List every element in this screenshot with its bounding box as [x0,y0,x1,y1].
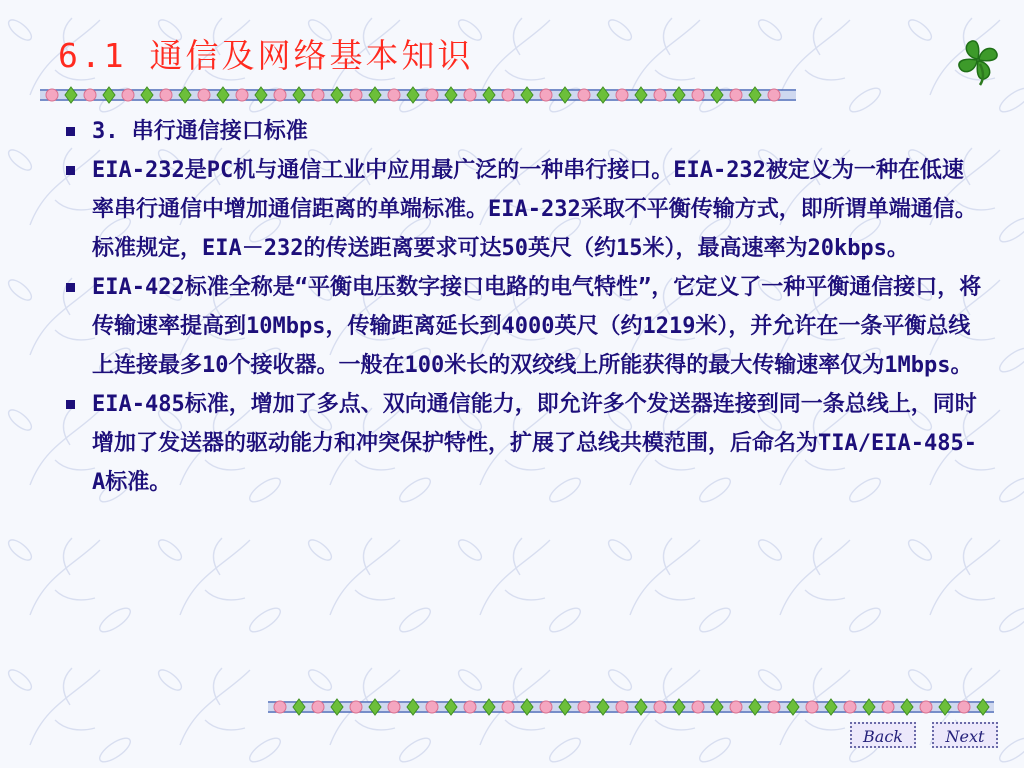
ribbon-flower [388,89,400,101]
ribbon-flower [122,89,134,101]
back-button[interactable]: Back [850,722,916,748]
ribbon-flower [578,89,590,101]
bullet-text-eia-485: EIA-485标准，增加了多点、双向通信能力，即允许多个发送器连接到同一条总线上，同时增加了发送器的驱动能力和冲突保护特性，扩展了总线共模范围，后命名为TIA/EIA-485-A标准。 [92,392,977,495]
bullet-text-heading: 3. 串行通信接口标准 [92,119,308,144]
list-item [62,268,982,385]
ribbon-flower [578,701,590,713]
ribbon-flower [160,89,172,101]
ribbon-flower [958,701,970,713]
ribbon-flower [312,89,324,101]
ribbon-flower [806,701,818,713]
ribbon-flower [236,89,248,101]
square-bullet-icon [66,400,75,409]
ribbon-flower [274,89,286,101]
ribbon-flower [730,701,742,713]
ribbon-flower [920,701,932,713]
ribbon-flower [426,701,438,713]
ribbon-flower [46,89,58,101]
ribbon-flower [198,89,210,101]
ribbon-flower [692,701,704,713]
square-bullet-icon [66,283,75,292]
list-item [62,151,982,268]
ribbon-flower [502,701,514,713]
ribbon-flower [768,701,780,713]
four-leaf-clover-icon [950,32,1006,88]
list-item [62,112,982,151]
ribbon-flower [464,89,476,101]
ribbon-flower [350,89,362,101]
ribbon-flower [350,701,362,713]
decorative-ribbon-bottom [268,696,994,718]
bullet-text-eia-422: EIA-422标准全称是“平衡电压数字接口电路的电气特性”，它定义了一种平衡通信接口，将传输速率提高到10Mbps，传输距离延长到4000英尺（约1219米），并允许在一条平衡总线上连接最多10个接收器。一般在100米长的双绞线上所能获得的最大传输速率仅为1Mbps。 [92,275,982,378]
ribbon-flower [616,89,628,101]
ribbon-flower [540,701,552,713]
ribbon-flower [654,89,666,101]
ribbon-flower [730,89,742,101]
ribbon-flower [768,89,780,101]
next-button[interactable]: Next [932,722,998,748]
ribbon-flower [464,701,476,713]
ribbon-flower [502,89,514,101]
bullet-text-eia-232: EIA-232是PC机与通信工业中应用最广泛的一种串行接口。EIA-232被定义为一种在低速率串行通信中增加通信距离的单端标准。EIA-232采取不平衡传输方式，即所谓单端通信。标准规定，EIA－232的传送距离要求可达50英尺（约15米），最高速率为20kbps。 [92,158,977,261]
ribbon-flower [692,89,704,101]
ribbon-flower [540,89,552,101]
square-bullet-icon [66,127,75,136]
content-area [62,112,982,502]
list-item [62,385,982,502]
ribbon-flower [312,701,324,713]
ribbon-flower [274,701,286,713]
ribbon-flower [882,701,894,713]
ribbon-flower [654,701,666,713]
slide-title: 6.1 通信及网络基本知识 [58,36,474,75]
square-bullet-icon [66,166,75,175]
ribbon-flower [844,701,856,713]
ribbon-flower [84,89,96,101]
ribbon-flower [388,701,400,713]
ribbon-flower [616,701,628,713]
ribbon-flower [426,89,438,101]
decorative-ribbon-top [40,84,796,106]
